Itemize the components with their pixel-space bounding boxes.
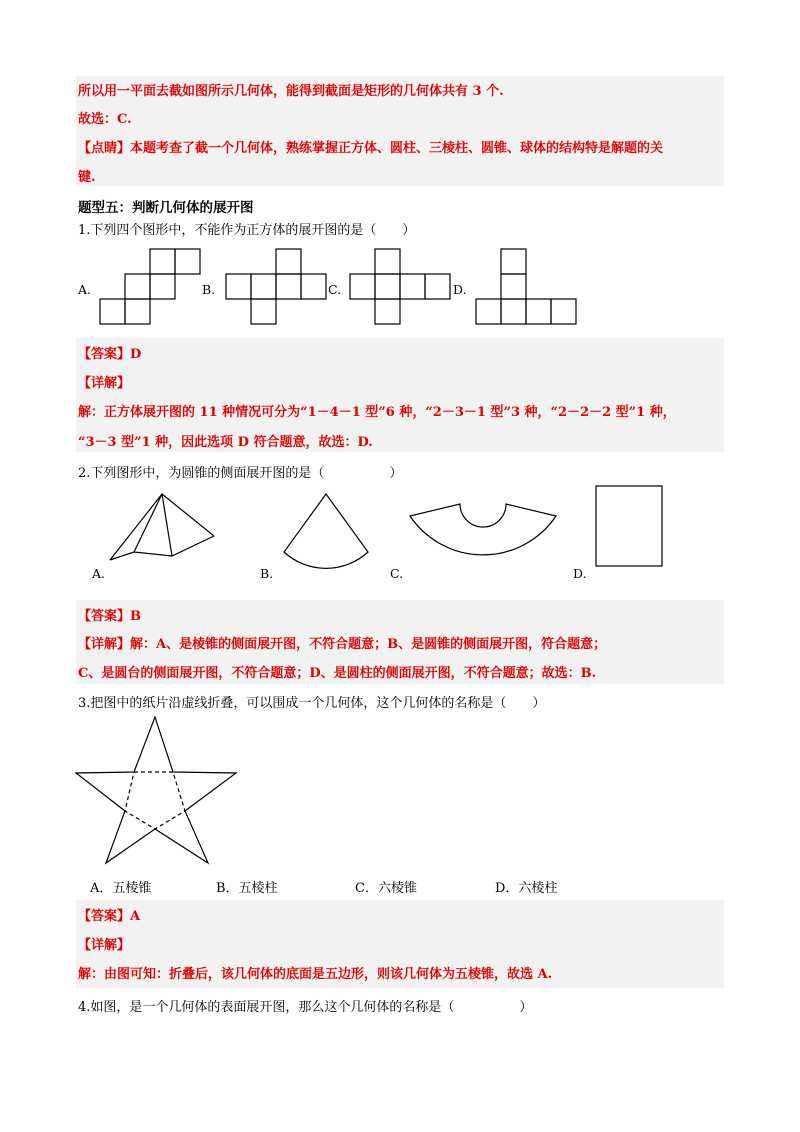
q2-option-a-label: A. (92, 566, 106, 581)
q3-option-a: A．五棱锥 (90, 881, 152, 896)
top-box-line1: 所以用一平面去截如图所示几何体，能得到截面是矩形的几何体共有 3 个. (78, 84, 504, 99)
q1-option-d-net (476, 249, 576, 324)
q1-solution-line1: 解：正方体展开图的 11 种情况可分为“1－4－1 型”6 种，“2－3－1 型”3 种，“2－2－2 型”1 种， (78, 405, 676, 420)
q1-option-a-label: A. (78, 282, 92, 297)
q1-option-b-net (226, 249, 326, 324)
q3-option-b: B．五棱柱 (216, 881, 278, 896)
section-title: 题型五：判断几何体的展开图 (78, 200, 254, 216)
q1-option-c-label: C. (328, 282, 342, 297)
q1-answer: 【答案】D (78, 347, 142, 362)
top-box-line4: 键. (78, 170, 96, 185)
q3-solution-line1: 解：由图可知：折叠后，该几何体的底面是五边形，则该几何体为五棱锥，故选 A. (78, 967, 553, 982)
q2-option-c-label: C. (390, 566, 404, 581)
q2-option-b-sector (282, 494, 374, 568)
top-box-line3: 【点睛】本题考查了截一个几何体，熟练掌握正方体、圆柱、三棱柱、圆锥、球体的结构特是解题的关 (78, 141, 664, 156)
q2-question: 2.下列图形中，为圆锥的侧面展开图的是（ ） (78, 466, 403, 481)
q1-option-c-net (350, 249, 450, 324)
q2-option-a-pyramid-lateral (110, 494, 214, 560)
q1-option-d-label: D. (453, 282, 467, 297)
q3-option-d: D．六棱柱 (495, 881, 558, 896)
q1-solution-line2: “3－3 型”1 种，因此选项 D 符合题意，故选：D. (78, 435, 373, 450)
q2-solution-line1: 【详解】解：A、是棱锥的侧面展开图，不符合题意；B、是圆锥的侧面展开图，符合题意； (78, 637, 607, 652)
q1-option-b-label: B. (202, 282, 216, 297)
q1-question: 1.下列四个图形中，不能作为正方体的展开图的是（ ） (78, 223, 416, 238)
q2-solution-line2: C、是圆台的侧面展开图，不符合题意；D、是圆柱的侧面展开图，不符合题意；故选：B. (78, 666, 597, 681)
top-box-line2: 故选：C. (78, 112, 132, 127)
q2-option-d-rectangle (596, 486, 662, 566)
q2-answer: 【答案】B (78, 609, 141, 624)
q3-detail-heading: 【详解】 (78, 938, 131, 953)
q2-option-b-label: B. (260, 566, 274, 581)
q3-answer: 【答案】A (78, 909, 141, 924)
q2-option-d-label: D. (573, 566, 587, 581)
q3-star-net (76, 717, 238, 863)
q3-option-c: C．六棱锥 (355, 881, 417, 896)
q1-detail-heading: 【详解】 (78, 376, 131, 391)
q2-option-c-annular-sector (408, 498, 558, 568)
q3-question: 3.把图中的纸片沿虚线折叠，可以围成一个几何体，这个几何体的名称是（ ） (78, 696, 546, 711)
q1-option-a-net (100, 249, 200, 324)
q4-question: 4.如图，是一个几何体的表面展开图，那么这个几何体的名称是（ ） (78, 1000, 533, 1015)
